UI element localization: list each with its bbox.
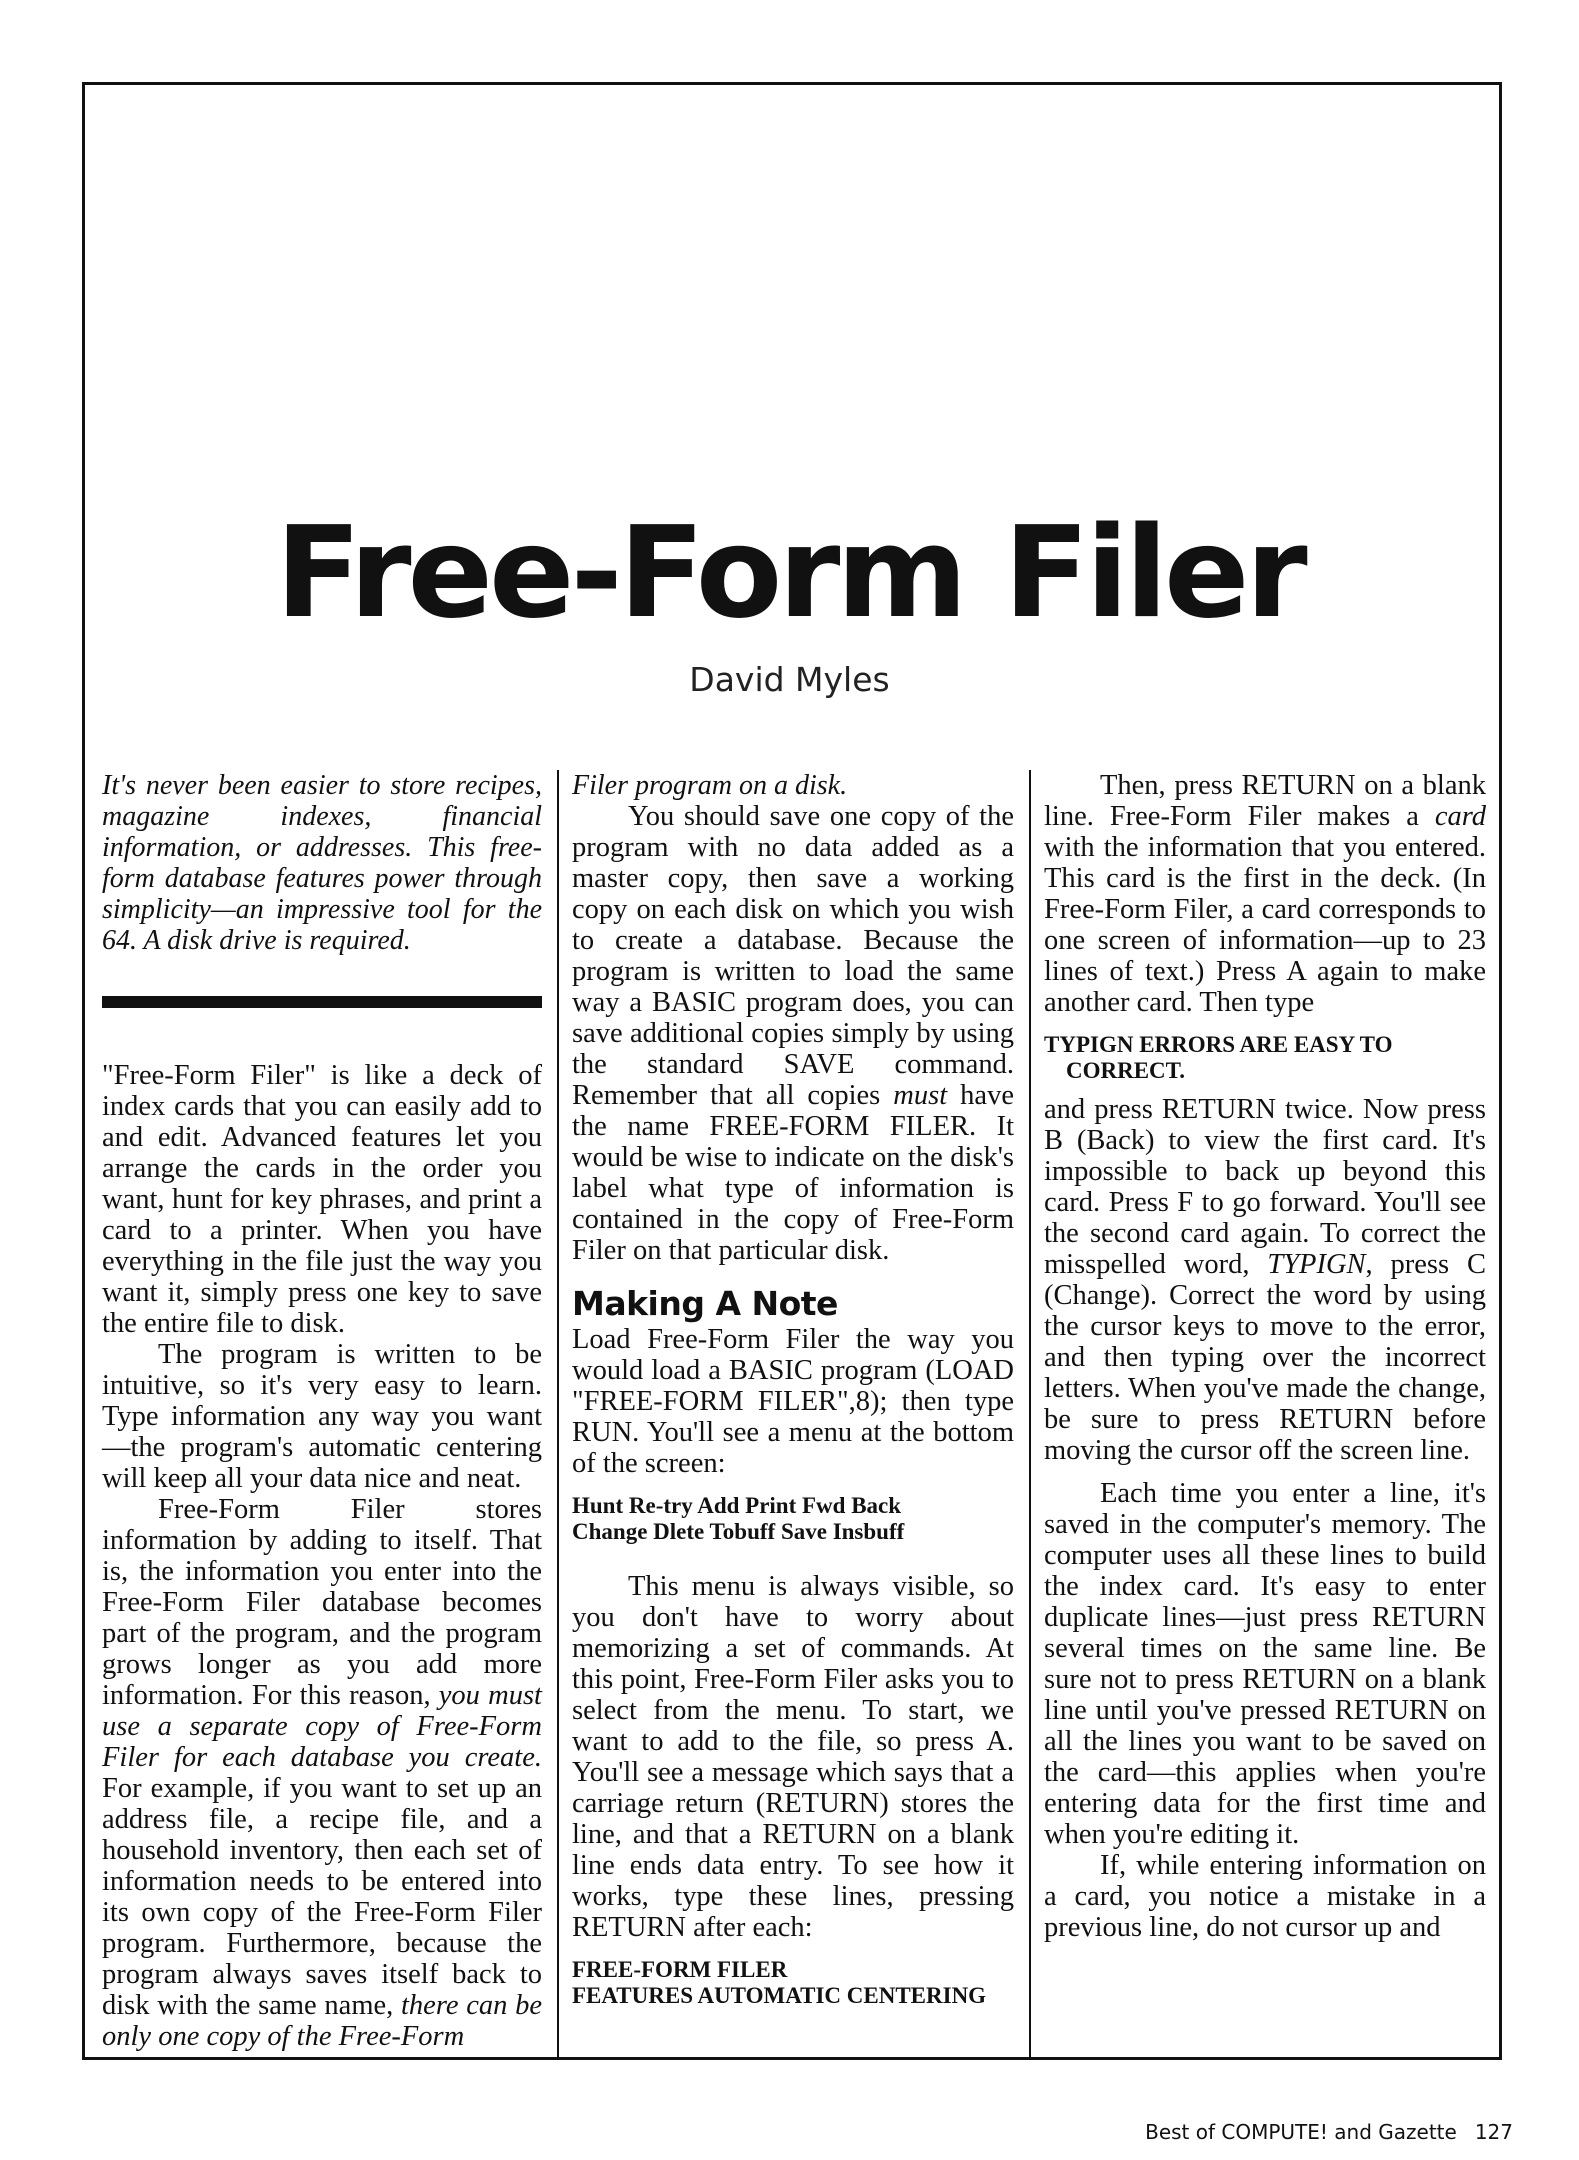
deck-separator-bar: [102, 996, 542, 1008]
body-paragraph: Then, press RETURN on a blank line. Free-Form Filer makes a card with the information that you entered. This card is the first in the deck. (In Free-Form Filer, a card corresponds to one screen of information—up to 23 lines of text.) Press A again to make another card. Then type: [1044, 770, 1486, 1018]
emphasis-text: must: [893, 1080, 948, 1111]
code-listing-line: CORRECT.: [1066, 1058, 1186, 1083]
emphasis-text: TYPIGN: [1267, 1249, 1366, 1280]
body-paragraph: and press RETURN twice. Now press B (Back) to view the first card. It's impossible to back up beyond this card. Press F to go forward. You'll see the second card again. To correct the misspelled word, TYPIGN, press C (Change). Correct the word by using the cursor keys to move to the error, and then typing over the incorrect letters. When you've made the change, be sure to press RETURN before moving the cursor off the screen line.: [1044, 1094, 1486, 1466]
emphasis-text: there can be only one copy of the Free-Form: [102, 1990, 542, 2052]
code-listing-line: FEATURES AUTOMATIC CENTERING: [572, 1983, 987, 2008]
code-listing-line: FREE-FORM FILER: [572, 1957, 788, 1982]
body-paragraph: "Free-Form Filer" is like a deck of index cards that you can easily add to and edit. Advanced features let you arrange the cards in the order you want, hunt for key phrases, and print a card to a printer. When you have everything in the file just the way you want it, simply press one key to save the entire file to disk.: [102, 1060, 542, 1339]
body-paragraph: This menu is always visible, so you don't have to worry about memorizing a set of commands. At this point, Free-Form Filer asks you to select from the menu. To start, we want to add to the file, so press A. You'll see a message which says that a carriage return (RETURN) stores the line, and that a RETURN on a blank line ends data entry. To see how it works, type these lines, pressing RETURN after each:: [572, 1571, 1014, 1943]
emphasis-text: card: [1434, 801, 1486, 832]
article-deck: It's never been easier to store recipes, magazine indexes, financial information, or addresses. This free-form database features power through simplicity—an impressive tool for the 64. A disk drive is required.: [102, 770, 542, 956]
body-paragraph: The program is written to be intuitive, so it's very easy to learn. Type information any way you want—the program's automatic centering will keep all your data nice and neat.: [102, 1339, 542, 1494]
column-3: [1044, 770, 1486, 1943]
page-number: 127: [1474, 2120, 1513, 2144]
menu-listing-line: Hunt Re-try Add Print Fwd Back: [572, 1493, 902, 1518]
menu-listing-line: Change Dlete Tobuff Save Insbuff: [572, 1519, 905, 1544]
code-listing: [572, 1957, 1014, 2009]
code-listing-line: TYPIGN ERRORS ARE EASY TO: [1044, 1032, 1393, 1057]
column-2: [572, 770, 1014, 2019]
section-heading: Making A Note: [572, 1284, 838, 1323]
column-divider: [557, 770, 559, 2060]
body-paragraph: Load Free-Form Filer the way you would load a BASIC program (LOAD "FREE-FORM FILER",8); then type RUN. You'll see a menu at the bottom of the screen:: [572, 1324, 1014, 1479]
article-author: David Myles: [689, 660, 890, 699]
code-listing: [1044, 1032, 1486, 1084]
body-paragraph: Free-Form Filer stores information by adding to itself. That is, the information you enter into the Free-Form Filer database becomes part of the program, and the program grows longer as you add more information. For this reason, you must use a separate copy of Free-Form Filer for each database you create. For example, if you want to set up an address file, a recipe file, and a household inventory, then each set of information needs to be entered into its own copy of the Free-Form Filer program. Furthermore, because the program always saves itself back to disk with the same name, there can be only one copy of the Free-Form: [102, 1494, 542, 2052]
body-paragraph: Each time you enter a line, it's saved in the computer's memory. The computer uses all these lines to build the index card. It's easy to enter duplicate lines—just press RETURN several times on the same line. Be sure not to press RETURN on a blank line until you've pressed RETURN on all the lines you want to be saved on the card—this applies when you're entering data for the first time and when you're editing it.: [1044, 1478, 1486, 1850]
page-footer: [1145, 2120, 1513, 2144]
emphasis-text: you must use a separate copy of Free-Form Filer for each database you create.: [102, 1680, 542, 1773]
body-paragraph: If, while entering information on a card, you notice a mistake in a previous line, do not cursor up and: [1044, 1850, 1486, 1943]
article-title: Free-Form Filer: [275, 499, 1304, 646]
menu-listing: [572, 1493, 1014, 1545]
column-1: [102, 770, 542, 2052]
body-paragraph: You should save one copy of the program with no data added as a master copy, then save a working copy on each disk on which you wish to create a database. Because the program is written to load the same way a BASIC program does, you can save additional copies simply by using the standard SAVE command. Remember that all copies must have the name FREE-FORM FILER. It would be wise to indicate on the disk's label what type of information is contained in the copy of Free-Form Filer on that particular disk.: [572, 801, 1014, 1266]
continued-text: Filer program on a disk.: [572, 770, 848, 801]
column-divider: [1029, 770, 1031, 2060]
publication-name: Best of COMPUTE! and Gazette: [1145, 2120, 1457, 2144]
